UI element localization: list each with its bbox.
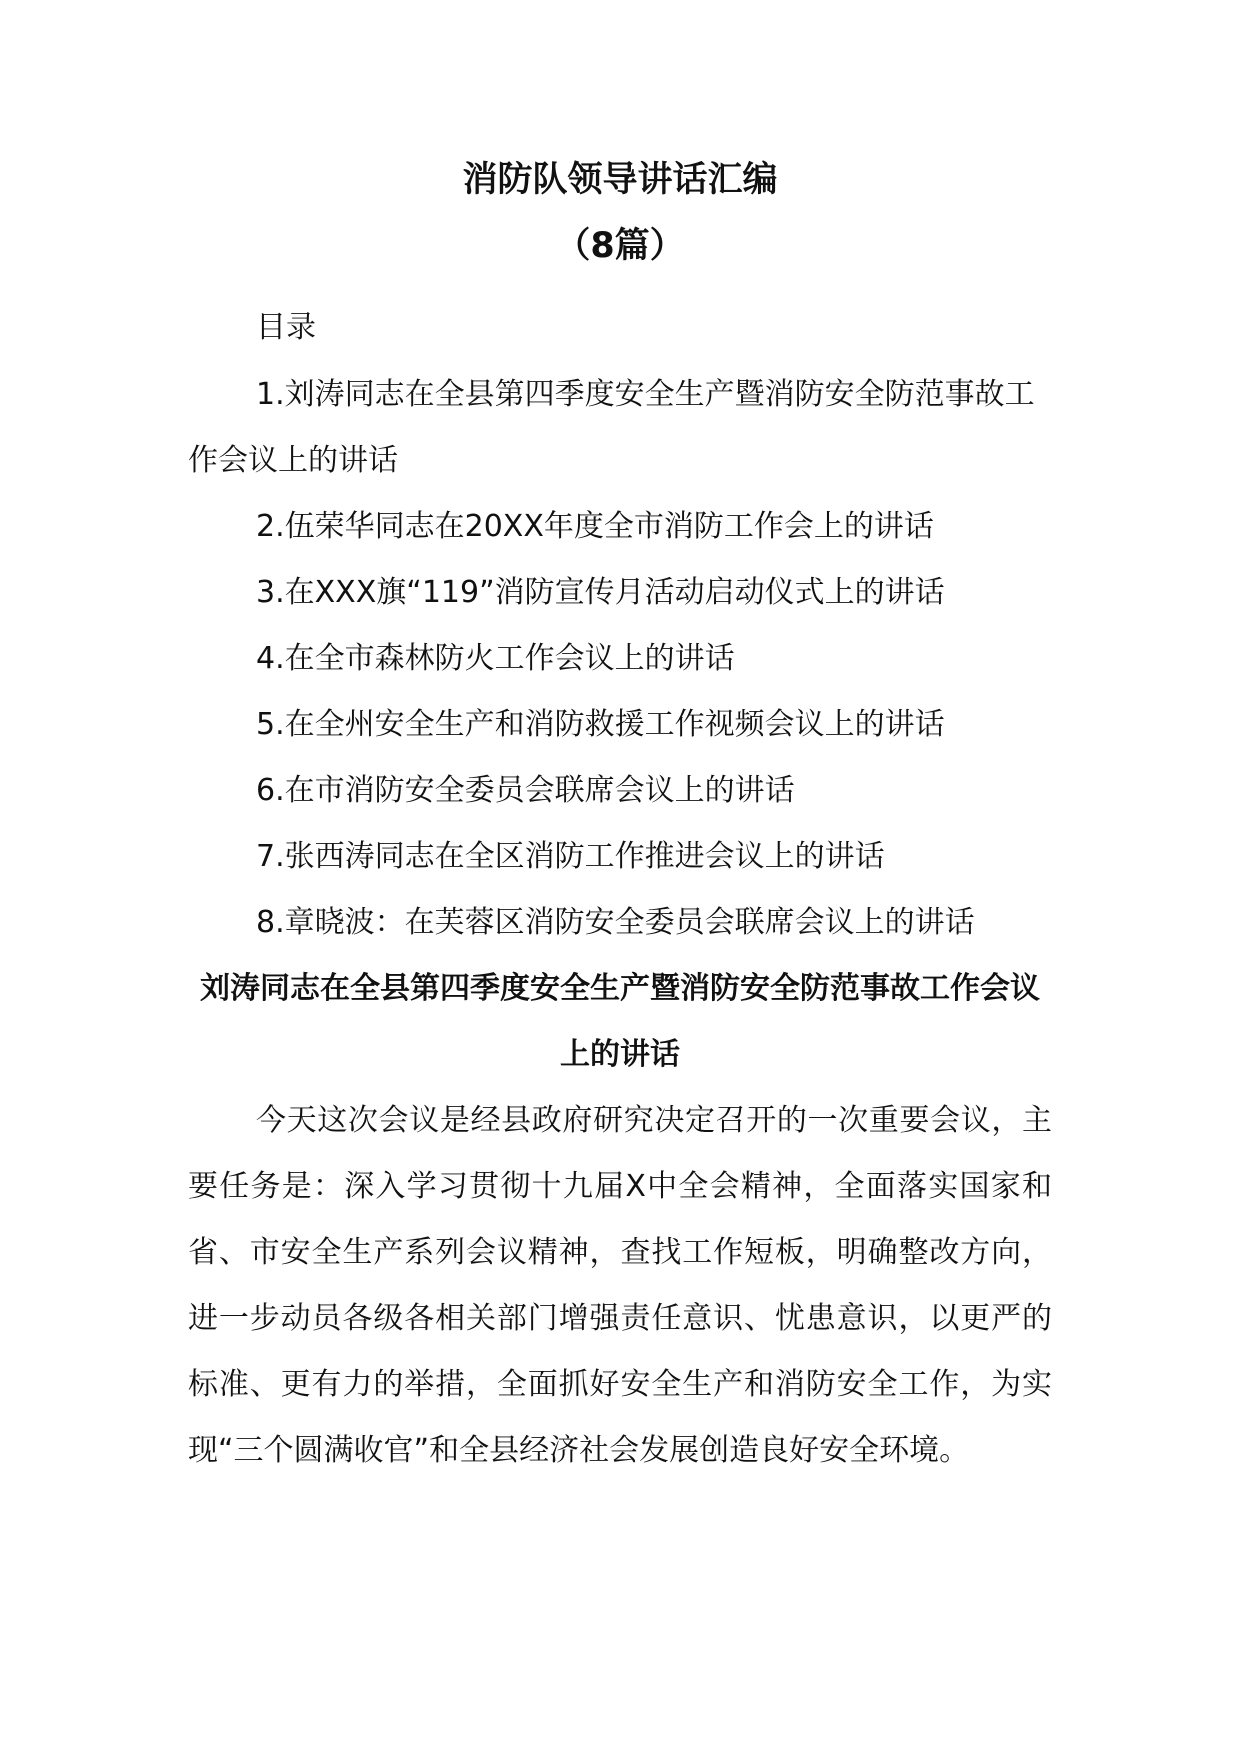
document-subtitle: （8篇） (555, 226, 685, 266)
toc-item-4: 4.在全市森林防火工作会议上的讲话 (256, 641, 735, 676)
toc-item-1: 1.刘涛同志在全县第四季度安全生产暨消防安全防范事故工作会议上的讲话 (188, 377, 1035, 478)
toc-item-2: 2.伍荣华同志在20XX年度全市消防工作会上的讲话 (256, 509, 934, 544)
toc-item-8: 8.章晓波：在芙蓉区消防安全委员会联席会议上的讲话 (256, 905, 975, 940)
toc-heading: 目录 (256, 310, 316, 345)
toc-item-3: 3.在XXX旗“119”消防宣传月活动启动仪式上的讲话 (256, 575, 945, 610)
document-title: 消防队领导讲话汇编 (462, 160, 778, 200)
toc-item-7: 7.张西涛同志在全区消防工作推进会议上的讲话 (256, 839, 885, 874)
toc-item-6: 6.在市消防安全委员会联席会议上的讲话 (256, 773, 795, 808)
document-page (188, 150, 1052, 1484)
toc-item-5: 5.在全州安全生产和消防救援工作视频会议上的讲话 (256, 707, 945, 742)
section-title: 刘涛同志在全县第四季度安全生产暨消防安全防范事故工作会议上的讲话 (200, 971, 1040, 1072)
table-of-contents (188, 362, 1052, 956)
body-paragraph: 今天这次会议是经县政府研究决定召开的一次重要会议，主要任务是：深入学习贯彻十九届X中全会精神，全面落实国家和省、市安全生产系列会议精神，查找工作短板，明确整改方向，进一步动员各级各相关部门增强责任意识、忧患意识，以更严的标准、更有力的举措，全面抓好安全生产和消防安全工作，为实现“三个圆满收官”和全县经济社会发展创造良好安全环境。 (188, 1103, 1052, 1468)
